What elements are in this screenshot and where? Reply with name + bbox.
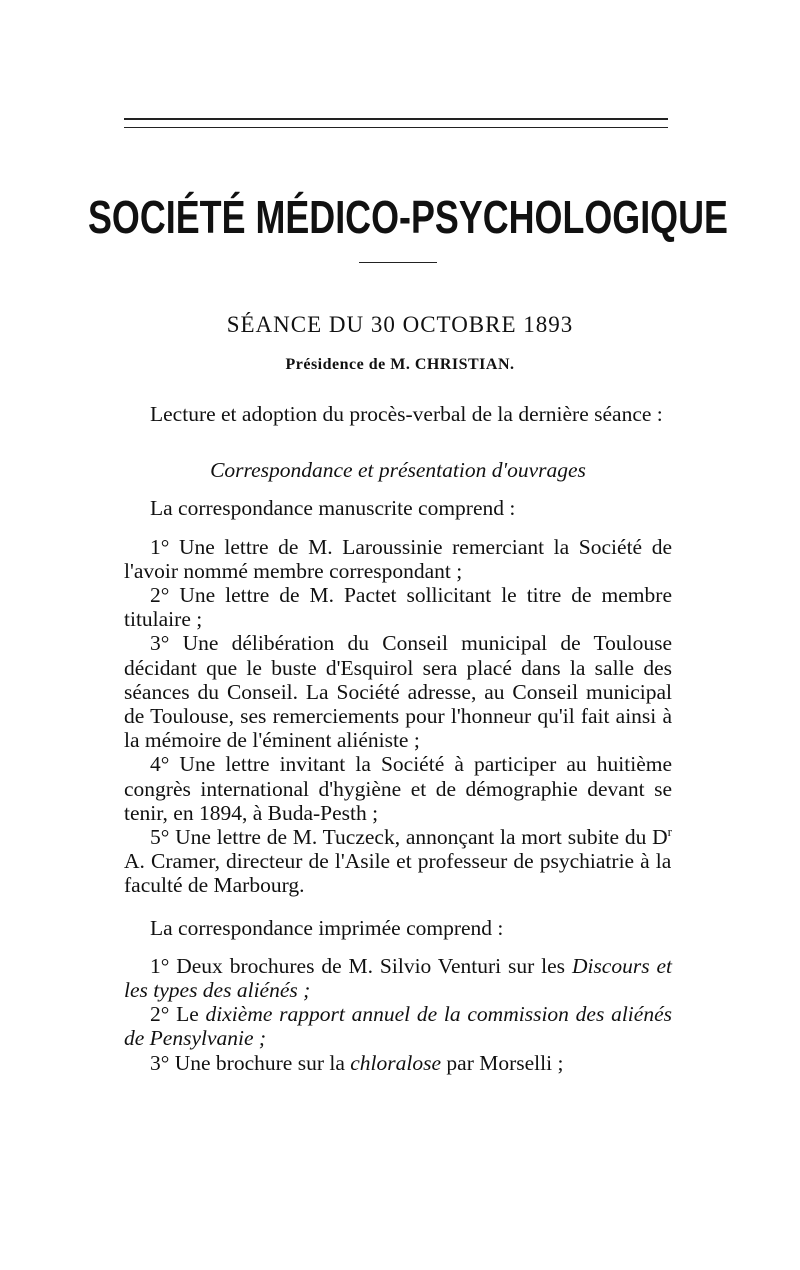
printed-3-text: 3° Une brochure sur la <box>150 1050 351 1075</box>
presidency-line: Présidence de M. CHRISTIAN. <box>285 356 515 373</box>
item5-superscript: r <box>667 823 672 839</box>
manuscript-item-4: 4° Une lettre invitant la Société à participer au huitième congrès international d'hygiène et de démographie devant se tenir, en 1894, à Buda-Pesth ; <box>124 752 672 825</box>
printed-intro: La correspondance imprimée comprend : <box>150 915 504 940</box>
printed-3-author: par Morselli ; <box>441 1050 564 1075</box>
header-double-rule <box>124 118 668 128</box>
item5-text-a: 5° Une lettre de M. Tuczeck, annonçant la mort subite du D <box>150 825 668 850</box>
printed-1-text: 1° Deux brochures de M. Silvio Venturi sur les <box>150 953 572 978</box>
printed-2-title: dixième rapport annuel de la commission des aliénés de Pensylvanie ; <box>124 1002 672 1051</box>
manuscript-item-1: 1° Une lettre de M. Laroussinie remerciant la Société de l'avoir nommé membre correspondant ; <box>124 534 672 583</box>
intro-paragraph: Lecture et adoption du procès-verbal de la dernière séance : <box>150 402 663 426</box>
section-heading: Correspondance et présentation d'ouvrages <box>210 458 586 483</box>
manuscript-item-5 <box>124 825 672 898</box>
item5-text-b: A. Cramer, directeur de l'Asile et professeur de psychiatrie à la faculté de Marbourg. <box>124 849 672 898</box>
printed-item-1 <box>124 954 672 1002</box>
manuscript-item-3: 3° Une délibération du Conseil municipal de Toulouse décidant que le buste d'Esquirol sera placé dans la salle des séances du Conseil. La Société adresse, au Conseil municipal de Toulouse, ses remerciements pour l'honneur qu'il fait ainsi à la mémoire de l'éminent aliéniste ; <box>124 631 672 753</box>
page-title: SOCIÉTÉ MÉDICO-PSYCHOLOGIQUE <box>88 191 728 243</box>
session-heading: SÉANCE DU 30 OCTOBRE 1893 <box>226 312 574 337</box>
title-divider <box>359 262 437 263</box>
printed-3-title: chloralose <box>350 1050 442 1075</box>
manuscript-intro: La correspondance manuscrite comprend : <box>150 496 516 521</box>
printed-1-title: Discours et les types des aliénés ; <box>124 953 672 1003</box>
printed-item-3 <box>124 1051 672 1075</box>
printed-2-text: 2° Le <box>150 1002 206 1027</box>
document-body <box>124 402 672 1075</box>
manuscript-item-2: 2° Une lettre de M. Pactet sollicitant le titre de membre titulaire ; <box>124 583 672 632</box>
printed-item-2 <box>124 1002 672 1050</box>
